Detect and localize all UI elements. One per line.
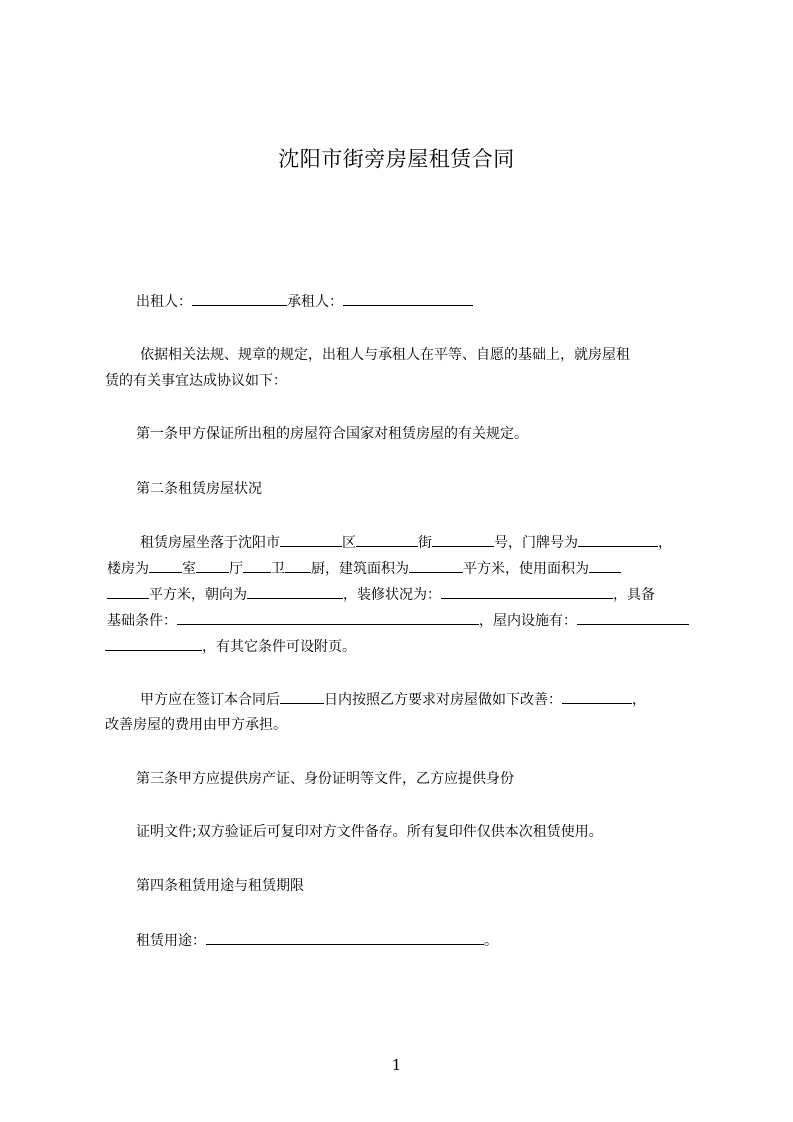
district-text: 区 [342, 535, 356, 551]
layout-line [107, 558, 621, 579]
article-3-line-2: 证明文件;双方验证后可复印对方文件备存。所有复印件仅供本次租赁使用。 [136, 824, 603, 840]
building-area-blank [409, 558, 463, 573]
use-label: 租赁用途： [136, 933, 206, 949]
improvement-blank [562, 689, 632, 704]
comma-text: ， [632, 692, 646, 708]
door-number-text: 号，门牌号为 [494, 535, 578, 551]
improvement-cost-line: 改善房屋的费用由甲方承担。 [105, 717, 287, 733]
bath-text: 卫 [271, 561, 285, 577]
comma-text: ， [658, 535, 672, 551]
facilities-blank-2 [105, 636, 202, 651]
document-title: 沈阳市街旁房屋租赁合同 [278, 147, 515, 171]
kitchens-blank [285, 558, 311, 573]
usable-area-blank-2 [107, 584, 149, 599]
number-blank [432, 532, 494, 547]
rooms-blank [149, 558, 182, 573]
parties-line [136, 291, 473, 312]
room-text: 室 [182, 561, 196, 577]
days-blank [280, 689, 324, 704]
page-number: 1 [391, 1056, 402, 1074]
building-area-text: 厨，建筑面积为 [311, 561, 409, 577]
article-4-heading: 第四条租赁用途与租赁期限 [136, 878, 304, 894]
intro-line-1: 依据相关法规、规章的规定，出租人与承租人在平等、自愿的基础上，就房屋租 [140, 347, 630, 363]
usable-area-blank-1 [589, 558, 621, 573]
building-type-text: 楼房为 [107, 561, 149, 577]
improvement-days-text: 甲方应在签订本合同后 [140, 692, 280, 708]
district-blank [280, 532, 342, 547]
basic-conditions-blank [177, 610, 479, 625]
article-1: 第一条甲方保证所出租的房屋符合国家对租赁房屋的有关规定。 [136, 426, 528, 442]
decoration-text: ，装修状况为： [343, 587, 441, 603]
basic-conditions-text: 基础条件： [107, 613, 177, 629]
orientation-text: 平方米，朝向为 [149, 587, 247, 603]
improvement-text: 日内按照乙方要求对房屋做如下改善： [324, 692, 562, 708]
street-blank [356, 532, 418, 547]
street-text: 街 [418, 535, 432, 551]
lessor-blank [192, 291, 287, 306]
location-line [140, 532, 672, 553]
facilities-text: ，屋内设施有： [479, 613, 577, 629]
facilities-blank-1 [577, 610, 689, 625]
appendix-text: ，有其它条件可设附页。 [202, 639, 356, 655]
orientation-line [107, 584, 655, 605]
intro-line-2: 赁的有关事宜达成协议如下： [105, 373, 287, 389]
article-3-line-1: 第三条甲方应提供房产证、身份证明等文件，乙方应提供身份 [136, 771, 514, 787]
lessee-blank [343, 291, 473, 306]
orientation-blank [247, 584, 343, 599]
period-text: 。 [484, 933, 498, 949]
article-2-heading: 第二条租赁房屋状况 [136, 481, 262, 497]
location-city-text: 租赁房屋坐落于沈阳市 [140, 535, 280, 551]
baths-blank [243, 558, 271, 573]
decoration-blank [441, 584, 613, 599]
improvement-line [140, 689, 646, 710]
halls-blank [196, 558, 229, 573]
use-line [136, 930, 498, 951]
equipped-text: ，具备 [613, 587, 655, 603]
usable-area-text: 平方米，使用面积为 [463, 561, 589, 577]
use-blank [206, 930, 484, 945]
lessor-label: 出租人： [136, 294, 192, 310]
door-number-blank [578, 532, 658, 547]
hall-text: 厅 [229, 561, 243, 577]
lessee-label: 承租人： [287, 294, 343, 310]
conditions-line [107, 610, 689, 631]
appendix-line [105, 636, 356, 657]
